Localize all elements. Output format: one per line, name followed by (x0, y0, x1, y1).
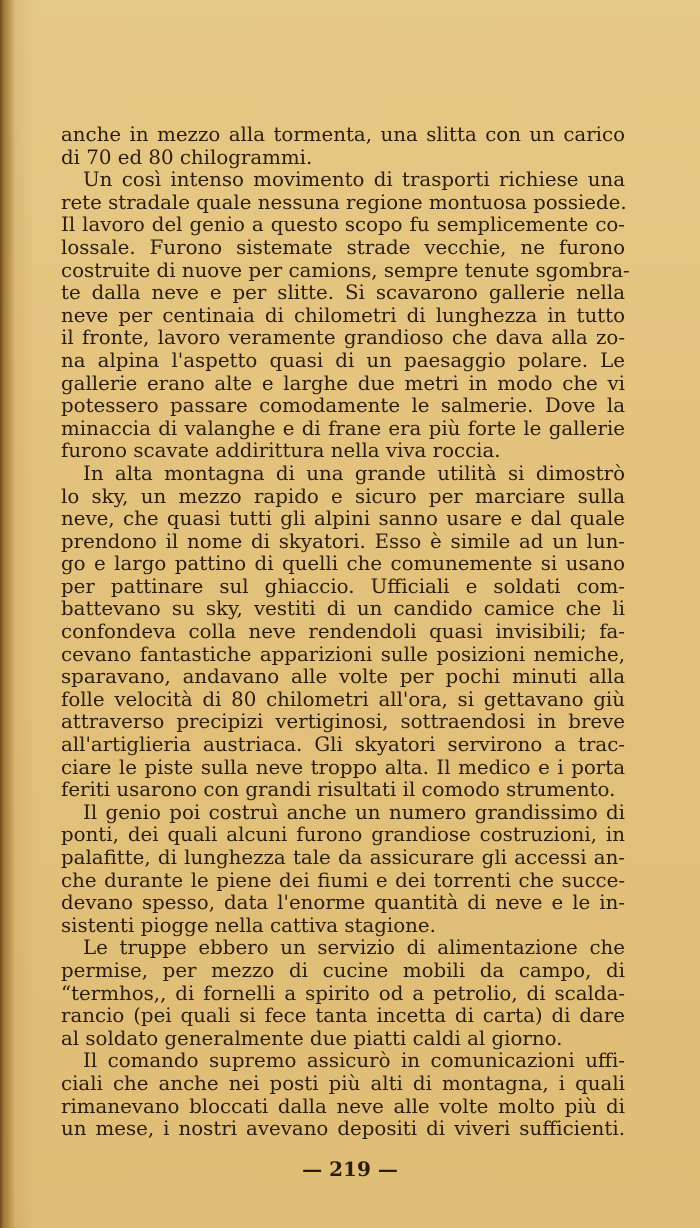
text-line: “termhos,, di fornelli a spirito od a petrolio, di scalda- (61, 981, 625, 1005)
text-line: sistenti piogge nella cattiva stagione. (61, 913, 436, 937)
text-line: devano spesso, data l'enorme quantità di neve e le in- (61, 891, 625, 915)
text-line: te dalla neve e per slitte. Si scavarono gallerie nella (61, 281, 625, 305)
text-line: lossale. Furono sistemate strade vecchie, ne furono (61, 235, 625, 259)
text-line: Un così intenso movimento di trasporti richiese una (83, 168, 625, 192)
text-line: un mese, i nostri avevano depositi di viveri sufficienti. (61, 1117, 625, 1141)
text-line: Le truppe ebbero un servizio di alimentazione che (83, 936, 625, 960)
text-line: na alpina l'aspetto quasi di un paesaggio polare. Le (61, 348, 625, 372)
text-line: minaccia di valanghe e di frane era più forte le gallerie (61, 416, 625, 440)
text-line: folle velocità di 80 chilometri all'ora, si gettavano giù (61, 687, 625, 711)
text-line: neve, che quasi tutti gli alpini sanno usare e dal quale (61, 507, 625, 531)
text-line: per pattinare sul ghiaccio. Ufficiali e soldati com- (61, 574, 625, 598)
text-line: neve per centinaia di chilometri di lunghezza in tutto (61, 303, 625, 327)
text-line: anche in mezzo alla tormenta, una slitta con un carico (61, 123, 625, 146)
text-line: battevano su sky, vestiti di un candido camice che li (61, 597, 625, 621)
text-line: cevano fantastiche apparizioni sulle posizioni nemiche, (61, 642, 625, 666)
text-line: Il genio poi costruì anche un numero grandissimo di (83, 800, 625, 824)
text-line: potessero passare comodamente le salmerie. Dove la (61, 394, 625, 418)
text-line: il fronte, lavoro veramente grandioso che dava alla zo- (61, 326, 625, 350)
text-line: Il lavoro del genio a questo scopo fu semplicemente co- (61, 213, 625, 237)
text-line: lo sky, un mezzo rapido e sicuro per marciare sulla (61, 484, 625, 508)
text-line: confondeva colla neve rendendoli quasi invisibili; fa- (61, 620, 625, 644)
text-line: In alta montagna di una grande utilità si dimostrò (83, 461, 625, 485)
text-line: furono scavate addirittura nella viva roccia. (61, 439, 501, 463)
text-line: ciare le piste sulla neve troppo alta. Il medico e i porta (61, 755, 625, 779)
text-line: prendono il nome di skyatori. Esso è simile ad un lun- (61, 529, 625, 553)
text-line: rancio (pei quali si fece tanta incetta di carta) di dare (61, 1004, 625, 1028)
page-number: — 219 — (302, 1157, 398, 1181)
text-line: Il comando supremo assicurò in comunicazioni uffi- (83, 1049, 625, 1073)
text-line: gallerie erano alte e larghe due metri in modo che vi (61, 371, 625, 395)
text-line: ponti, dei quali alcuni furono grandiose costruzioni, in (61, 823, 625, 847)
text-line: permise, per mezzo di cucine mobili da campo, di (61, 958, 625, 982)
text-line: costruite di nuove per camions, sempre tenute sgombra- (61, 258, 630, 282)
page-binding-edge (0, 0, 14, 1228)
body-text (61, 123, 630, 1141)
text-line: palafitte, di lunghezza tale da assicurare gli accessi an- (61, 846, 625, 869)
text-line: rete stradale quale nessuna regione montuosa possiede. (61, 190, 627, 214)
text-line: attraverso precipizi vertiginosi, sottraendosi in breve (61, 710, 625, 734)
text-line: ciali che anche nei posti più alti di montagna, i quali (61, 1071, 625, 1095)
text-line: all'artiglieria austriaca. Gli skyatori servirono a trac- (61, 733, 625, 757)
text-line: sparavano, andavano alle volte per pochi minuti alla (61, 665, 625, 689)
text-line: go e largo pattino di quelli che comunemente si usano (61, 552, 625, 576)
text-line: di 70 ed 80 chilogrammi. (61, 145, 313, 169)
text-line: al soldato generalmente due piatti caldi al giorno. (61, 1026, 563, 1050)
text-line: che durante le piene dei fiumi e dei torrenti che succe- (61, 868, 625, 892)
text-line: rimanevano bloccati dalla neve alle volte molto più di (61, 1094, 625, 1118)
text-line: feriti usarono con grandi risultati il comodo strumento. (61, 778, 616, 802)
